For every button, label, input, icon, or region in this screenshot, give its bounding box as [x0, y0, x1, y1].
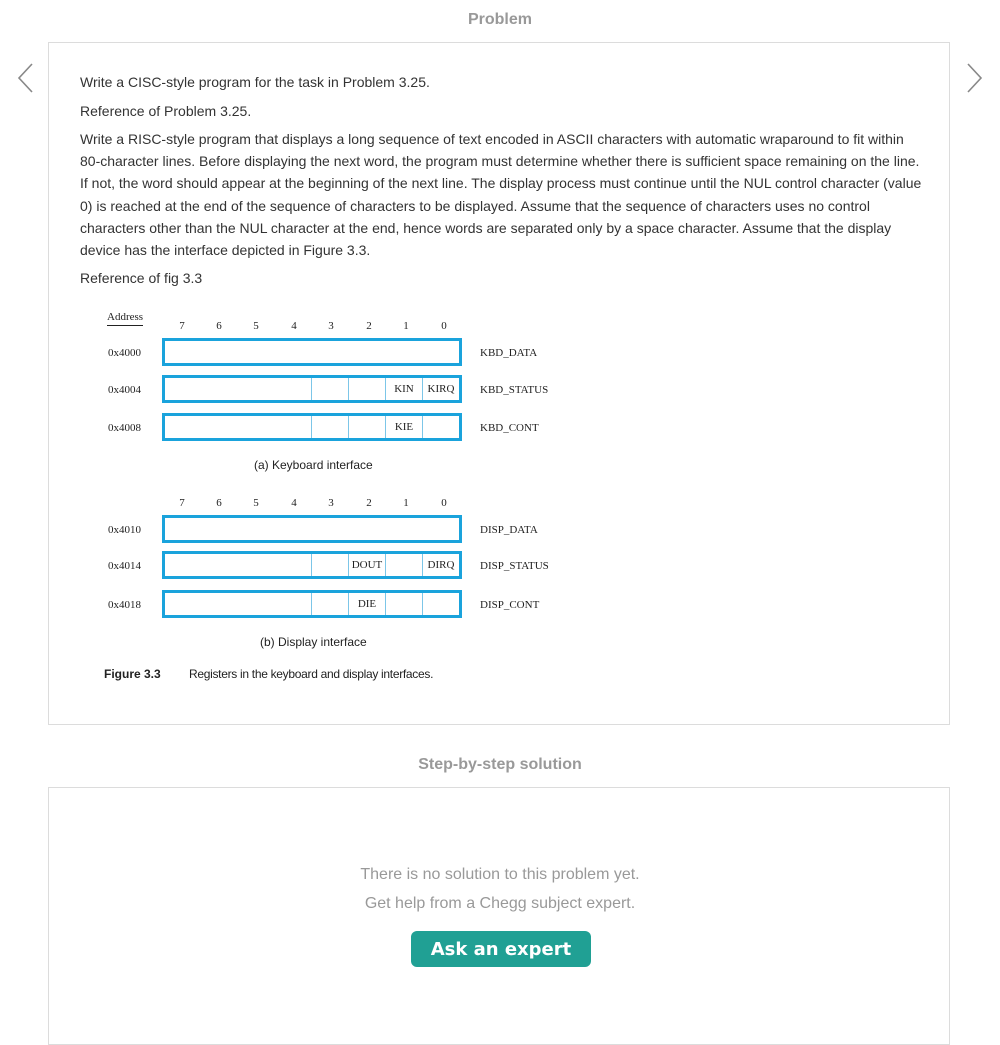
bit-number: 6: [216, 320, 222, 332]
bit-cell-kin: KIN: [385, 378, 422, 400]
address-header: Address: [107, 311, 143, 326]
bit-cell-kirq: KIRQ: [422, 378, 459, 400]
bit-number: 7: [179, 320, 185, 332]
problem-body: Write a RISC-style program that displays a long sequence of text encoded in ASCII characters with automatic wraparound to fit within 80-character lines. Before displaying the next word, the program must determine whether there is sufficient space remaining on the line. If not, the word should appear at the beginning of the next line. The display process must continue until the NUL control character (value 0) is reached at the end of the sequence of characters to be displayed. Assume that the sequence of characters uses no control characters other than the NUL character at the end, hence words are separated only by a space character. Assume that the display device has the interface depicted in Figure 3.3.: [80, 131, 922, 259]
register-kbd-data: [162, 338, 462, 366]
problem-reference: Reference of Problem 3.25.: [80, 103, 252, 119]
bit-cell-die: DIE: [348, 593, 385, 615]
bit-cell: [385, 593, 422, 615]
register-address: 0x4018: [108, 599, 141, 611]
expert-help-message: Get help from a Chegg subject expert.: [364, 895, 636, 912]
figure-3-3: [104, 305, 604, 685]
bit-cell: [422, 416, 459, 438]
bit-number: 6: [216, 497, 222, 509]
bit-cell: [348, 416, 385, 438]
bit-number: 0: [441, 497, 447, 509]
register-name: DISP_CONT: [480, 599, 540, 611]
display-caption: (b) Display interface: [260, 635, 367, 649]
bit-number: 4: [291, 320, 297, 332]
next-problem-button[interactable]: [962, 60, 986, 96]
bit-cell: [311, 378, 348, 400]
bit-number: 4: [291, 497, 297, 509]
register-address: 0x4004: [108, 384, 141, 396]
bit-number: 5: [253, 320, 259, 332]
chevron-right-icon: [962, 60, 986, 96]
chevron-left-icon: [14, 60, 38, 96]
bit-cell: [422, 593, 459, 615]
register-address: 0x4000: [108, 347, 141, 359]
problem-heading: Problem: [467, 11, 532, 28]
ask-expert-button[interactable]: Ask an expert: [411, 931, 591, 967]
register-name: DISP_DATA: [480, 524, 538, 536]
figure-caption: Registers in the keyboard and display interfaces.: [189, 667, 434, 681]
register-name: KBD_STATUS: [480, 384, 549, 396]
solution-card: [48, 787, 950, 1045]
problem-intro: Write a CISC-style program for the task in Problem 3.25.: [80, 74, 430, 90]
bit-cell: [311, 416, 348, 438]
register-name: DISP_STATUS: [480, 560, 549, 572]
bit-cell: [348, 378, 385, 400]
register-disp-status: [162, 551, 462, 579]
figure-label: Figure 3.3: [104, 667, 161, 681]
previous-problem-button[interactable]: [14, 60, 38, 96]
problem-card: [48, 42, 950, 725]
bit-cell-dout: DOUT: [348, 554, 385, 576]
bit-number: 2: [366, 320, 372, 332]
register-kbd-cont: [162, 413, 462, 441]
solution-heading: Step-by-step solution: [418, 756, 582, 773]
bit-cell: [385, 554, 422, 576]
bit-number: 7: [179, 497, 185, 509]
bit-cell: [311, 554, 348, 576]
bit-number: 3: [328, 497, 334, 509]
register-disp-data: [162, 515, 462, 543]
register-name: KBD_DATA: [480, 347, 538, 359]
bit-cell-kie: KIE: [385, 416, 422, 438]
register-name: KBD_CONT: [480, 422, 539, 434]
bit-number: 0: [441, 320, 447, 332]
bit-cell: [311, 593, 348, 615]
bit-number: 5: [253, 497, 259, 509]
figure-reference: Reference of fig 3.3: [80, 270, 203, 286]
bit-cell-dirq: DIRQ: [422, 554, 459, 576]
keyboard-caption: (a) Keyboard interface: [254, 458, 373, 472]
register-disp-cont: [162, 590, 462, 618]
no-solution-message: There is no solution to this problem yet.: [360, 866, 640, 883]
bit-number: 1: [403, 497, 409, 509]
register-address: 0x4010: [108, 524, 141, 536]
register-address: 0x4008: [108, 422, 141, 434]
bit-number: 1: [403, 320, 409, 332]
register-kbd-status: [162, 375, 462, 403]
register-address: 0x4014: [108, 560, 141, 572]
bit-number: 3: [328, 320, 334, 332]
bit-number: 2: [366, 497, 372, 509]
